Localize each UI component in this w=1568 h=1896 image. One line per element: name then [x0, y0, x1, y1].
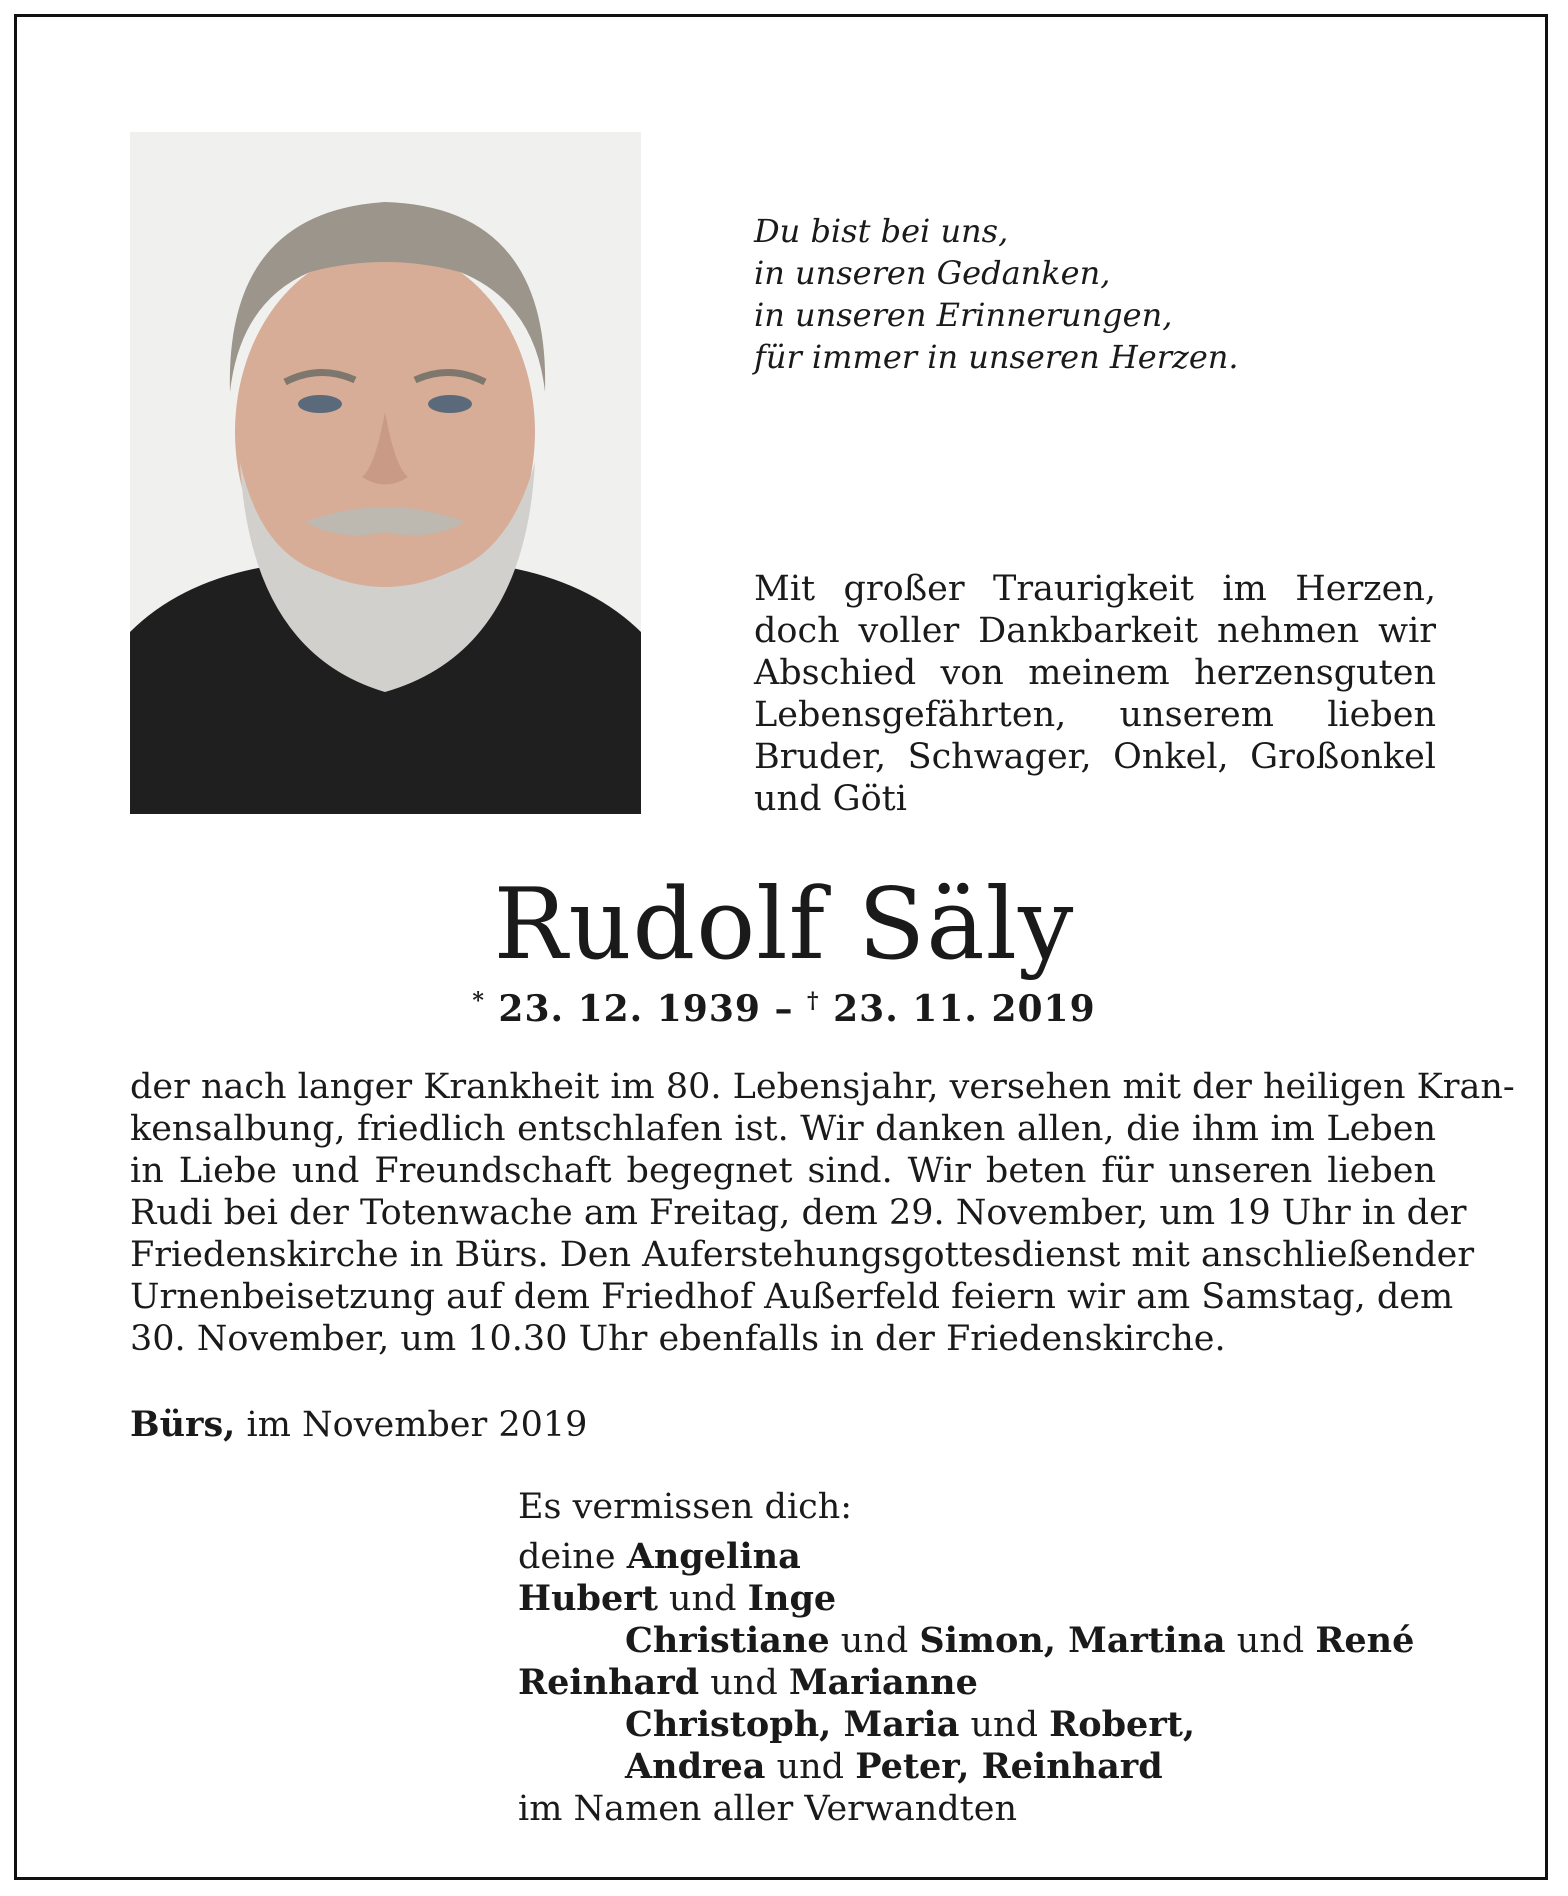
body-line: 30. November, um 10.30 Uhr ebenfalls in der Friedenskirche.	[130, 1319, 1226, 1359]
intro-paragraph	[754, 568, 1436, 820]
body-line: Urnenbeisetzung auf dem Friedhof Außerfeld feiern wir am Samstag, dem	[130, 1277, 1454, 1317]
mourner-name: Inge	[747, 1578, 837, 1619]
body-line: der nach langer Krankheit im 80. Lebensjahr, versehen mit der heiligen Kran-	[130, 1067, 1515, 1107]
body-line: Friedenskirche in Bürs. Den Auferstehungsgottesdienst mit anschließender	[130, 1235, 1475, 1275]
mourner-name: Andrea	[625, 1746, 766, 1787]
mourner-name: Angelina	[626, 1536, 801, 1577]
mourner-row	[518, 1536, 1414, 1578]
mourners-closing: im Namen aller Verwandten	[518, 1789, 1017, 1829]
date-separator: –	[774, 988, 794, 1030]
place-date	[130, 1404, 587, 1445]
body-line: in Liebe und Freundschaft begegnet sind. Wir beten für unseren lieben	[130, 1151, 1436, 1191]
mourner-row	[518, 1704, 1414, 1746]
intro-line: Abschied von meinem herzensguten	[754, 653, 1436, 693]
death-date: 23. 11. 2019	[833, 988, 1096, 1030]
mourner-row	[518, 1746, 1414, 1788]
deceased-name: Rudolf Säly	[493, 868, 1075, 982]
intro-line: Mit großer Traurigkeit im Herzen,	[754, 569, 1436, 609]
verse-line: in unseren Erinnerungen,	[754, 296, 1173, 334]
memorial-verse	[754, 210, 1354, 378]
mourner-text: und	[959, 1705, 1050, 1745]
mourner-name: Christiane	[625, 1620, 830, 1661]
place-town: Bürs,	[130, 1404, 236, 1445]
mourners-heading: Es vermissen dich:	[518, 1487, 853, 1527]
mourner-row	[518, 1578, 1414, 1620]
portrait-photo	[130, 132, 641, 814]
mourner-text: und	[829, 1621, 920, 1661]
mourner-row	[518, 1620, 1414, 1662]
body-line: Rudi bei der Totenwache am Freitag, dem 29. November, um 19 Uhr in der	[130, 1193, 1467, 1233]
intro-line: Bruder, Schwager, Onkel, Großonkel	[754, 737, 1436, 777]
death-symbol: †	[807, 988, 820, 1014]
mourner-row	[518, 1662, 1414, 1704]
body-line: kensalbung, friedlich entschlafen ist. Wir danken allen, die ihm im Leben	[130, 1109, 1436, 1149]
mourner-name: Reinhard	[518, 1662, 700, 1703]
mourners-list	[518, 1486, 1414, 1830]
mourner-name: Marianne	[788, 1662, 978, 1703]
verse-line: in unseren Gedanken,	[754, 254, 1111, 292]
birth-symbol: *	[472, 988, 485, 1014]
announcement-body	[130, 1066, 1515, 1360]
verse-line: für immer in unseren Herzen.	[754, 338, 1239, 376]
mourner-name: René	[1315, 1620, 1415, 1661]
mourner-text: und	[699, 1663, 789, 1703]
intro-line: Lebensgefährten, unserem lieben	[754, 695, 1436, 735]
intro-line: und Göti	[754, 779, 907, 819]
mourner-text: deine	[518, 1537, 627, 1577]
verse-line: Du bist bei uns,	[754, 212, 1009, 250]
mourner-name: Robert,	[1049, 1704, 1196, 1745]
mourner-name: Peter, Reinhard	[855, 1746, 1163, 1787]
intro-line: doch voller Dankbarkeit nehmen wir	[754, 611, 1436, 651]
mourner-text: und	[765, 1747, 856, 1787]
life-dates	[0, 988, 1568, 1030]
mourner-text: und	[657, 1579, 748, 1619]
mourner-name: Christoph, Maria	[625, 1704, 960, 1745]
mourner-name: Simon, Martina	[919, 1620, 1226, 1661]
birth-date: 23. 12. 1939	[498, 988, 761, 1030]
mourner-name: Hubert	[518, 1578, 658, 1619]
place-month: im November 2019	[246, 1405, 588, 1445]
mourner-text: und	[1225, 1621, 1316, 1661]
